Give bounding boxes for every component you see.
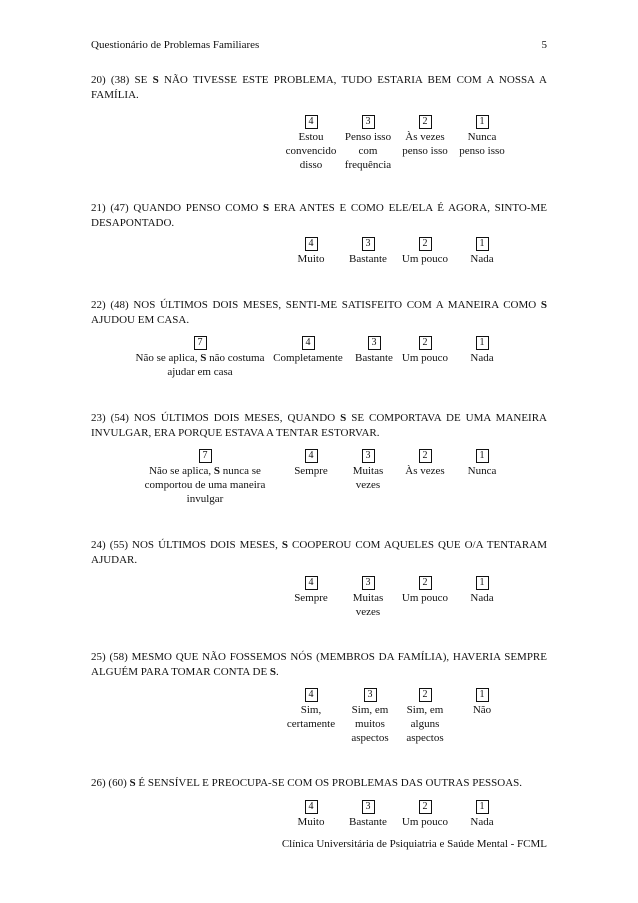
option-checkbox[interactable]: 7 xyxy=(199,449,212,463)
option-checkbox[interactable]: 4 xyxy=(302,336,315,350)
option-label: Não xyxy=(472,704,492,716)
option-label: Não se aplica, S não costuma ajudar em casa xyxy=(135,352,265,378)
option-checkbox[interactable]: 2 xyxy=(419,576,432,590)
option-label: Sim, em alguns aspectos xyxy=(406,704,444,744)
answer-option[interactable] xyxy=(437,336,527,365)
option-label: Muitas vezes xyxy=(352,592,384,618)
option-checkbox[interactable]: 3 xyxy=(362,800,375,814)
option-checkbox[interactable]: 1 xyxy=(476,237,489,251)
option-label: Um pouco xyxy=(401,352,449,364)
question-26 xyxy=(91,776,547,828)
question-20 xyxy=(91,73,548,171)
option-label: Nunca penso isso xyxy=(459,131,505,157)
option-label: Um pouco xyxy=(401,253,449,265)
option-checkbox[interactable]: 2 xyxy=(419,237,432,251)
answer-option[interactable] xyxy=(437,800,527,829)
question-23 xyxy=(91,411,547,505)
option-label: Às vezes penso isso xyxy=(402,131,448,157)
option-label: Um pouco xyxy=(401,816,449,828)
option-checkbox[interactable]: 4 xyxy=(305,800,318,814)
option-label: Muito xyxy=(297,253,325,265)
option-checkbox[interactable]: 3 xyxy=(362,237,375,251)
option-checkbox[interactable]: 2 xyxy=(419,688,432,702)
answer-option[interactable] xyxy=(437,576,527,605)
option-checkbox[interactable]: 3 xyxy=(362,449,375,463)
option-label: Nada xyxy=(470,253,494,265)
option-checkbox[interactable]: 1 xyxy=(476,336,489,350)
option-label: Sim, certamente xyxy=(286,704,336,730)
option-label: Bastante xyxy=(349,253,387,265)
option-label: Sempre xyxy=(294,592,328,604)
option-checkbox[interactable]: 4 xyxy=(305,688,318,702)
option-checkbox[interactable]: 2 xyxy=(419,115,432,129)
option-label: Completamente xyxy=(273,352,343,364)
option-label: Muito xyxy=(297,816,325,828)
option-checkbox[interactable]: 3 xyxy=(362,115,375,129)
option-checkbox[interactable]: 2 xyxy=(419,800,432,814)
option-checkbox[interactable]: 7 xyxy=(194,336,207,350)
question-text: 23) (54) NOS ÚLTIMOS DOIS MESES, QUANDO S SE COMPORTAVA DE UMA MANEIRA INVULGAR, ERA PORQUE ESTAVA A TENTAR ESTORVAR. xyxy=(91,412,547,439)
option-label: Nada xyxy=(470,352,494,364)
document-title: Questionário de Problemas Familiares xyxy=(91,39,260,51)
page-header xyxy=(91,39,547,53)
option-checkbox[interactable]: 1 xyxy=(476,449,489,463)
option-label: Sempre xyxy=(294,465,328,477)
option-checkbox[interactable]: 4 xyxy=(305,449,318,463)
option-label: Não se aplica, S nunca se comportou de uma maneira invulgar xyxy=(144,465,266,505)
option-label: Penso isso com frequência xyxy=(344,131,392,171)
answer-option[interactable] xyxy=(130,336,270,379)
answer-option[interactable] xyxy=(437,237,527,266)
option-checkbox[interactable]: 4 xyxy=(305,237,318,251)
answer-option[interactable] xyxy=(437,688,527,717)
option-checkbox[interactable]: 4 xyxy=(305,576,318,590)
option-label: Nunca xyxy=(467,465,497,477)
option-label: Sim, em muitos aspectos xyxy=(351,704,389,744)
option-checkbox[interactable]: 1 xyxy=(476,576,489,590)
question-22 xyxy=(91,298,547,378)
option-checkbox[interactable]: 3 xyxy=(364,688,377,702)
answer-option[interactable] xyxy=(437,115,527,158)
option-checkbox[interactable]: 2 xyxy=(419,449,432,463)
page-footer: Clínica Universitária de Psiquiatria e Saúde Mental - FCML xyxy=(281,838,547,850)
option-label: Um pouco xyxy=(401,592,449,604)
page-number: 5 xyxy=(541,39,547,51)
question-text: 21) (47) QUANDO PENSO COMO S ERA ANTES E COMO ELE/ELA É AGORA, SINTO-ME DESAPONTADO. xyxy=(91,202,547,229)
option-label: Nada xyxy=(470,816,494,828)
question-text: 25) (58) MESMO QUE NÃO FOSSEMOS NÓS (MEMBROS DA FAMÍLIA), HAVERIA SEMPRE ALGUÉM PARA TOMAR CONTA DE S. xyxy=(91,651,547,678)
option-checkbox[interactable]: 1 xyxy=(476,800,489,814)
option-checkbox[interactable]: 4 xyxy=(305,115,318,129)
option-label: Muitas vezes xyxy=(352,465,384,491)
option-checkbox[interactable]: 2 xyxy=(419,336,432,350)
question-21 xyxy=(91,201,547,265)
option-label: Bastante xyxy=(355,352,393,364)
option-label: Nada xyxy=(470,592,494,604)
option-label: Estou convencido disso xyxy=(285,131,337,171)
option-label: Às vezes xyxy=(405,465,445,477)
question-text: 22) (48) NOS ÚLTIMOS DOIS MESES, SENTI-ME SATISFEITO COM A MANEIRA COMO S AJUDOU EM CASA. xyxy=(91,299,547,326)
option-checkbox[interactable]: 3 xyxy=(362,576,375,590)
question-text: 20) (38) SE S NÃO TIVESSE ESTE PROBLEMA, TUDO ESTARIA BEM COM A NOSSA A FAMÍLIA. xyxy=(91,74,548,101)
option-checkbox[interactable]: 1 xyxy=(476,115,489,129)
option-checkbox[interactable]: 1 xyxy=(476,688,489,702)
option-label: Bastante xyxy=(349,816,387,828)
question-25 xyxy=(91,650,547,744)
option-checkbox[interactable]: 3 xyxy=(368,336,381,350)
question-24 xyxy=(91,538,547,618)
question-text: 24) (55) NOS ÚLTIMOS DOIS MESES, S COOPEROU COM AQUELES QUE O/A TENTARAM AJUDAR. xyxy=(91,539,547,566)
answer-option[interactable] xyxy=(135,449,275,506)
question-text: 26) (60) S É SENSÍVEL E PREOCUPA-SE COM OS PROBLEMAS DAS OUTRAS PESSOAS. xyxy=(91,777,523,789)
answer-option[interactable] xyxy=(437,449,527,478)
